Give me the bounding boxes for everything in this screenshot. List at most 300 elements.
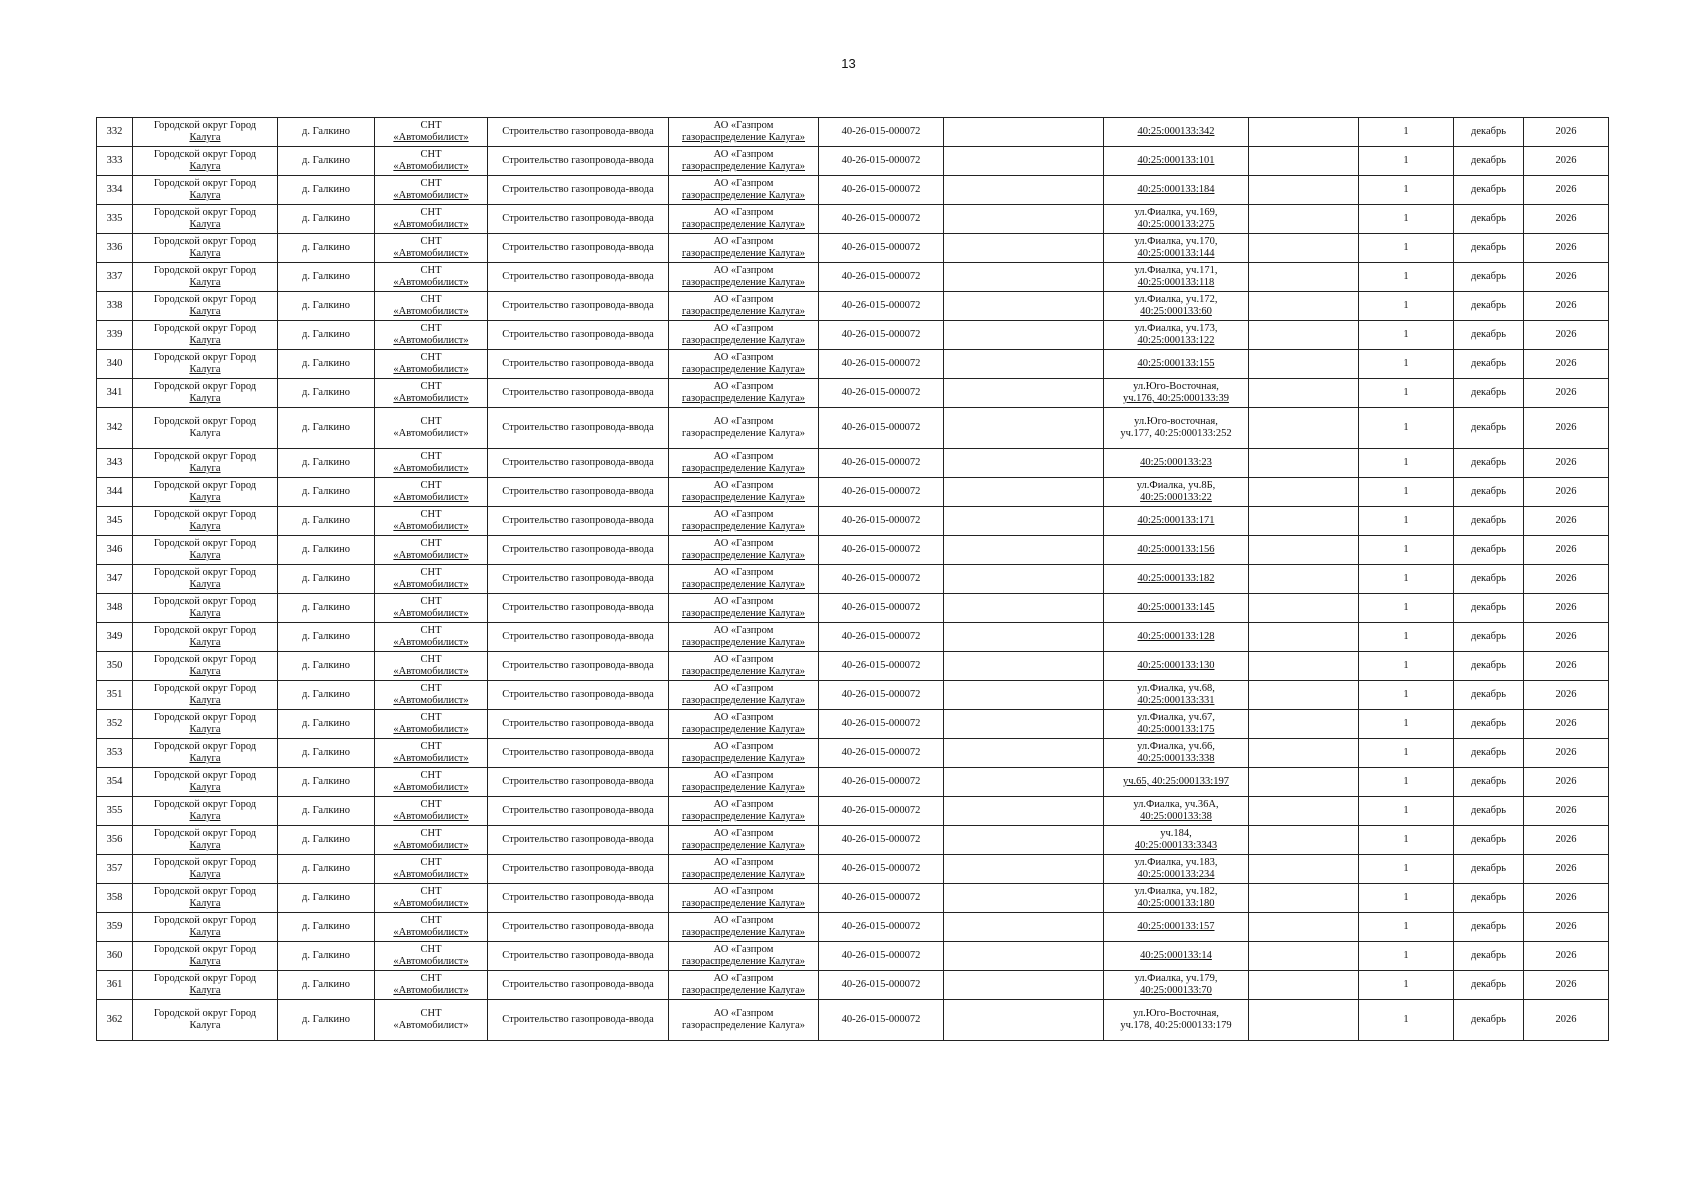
- cell-empty: [1249, 884, 1359, 913]
- cell-municipality: [133, 147, 278, 176]
- cell-snt-line: СНТ: [420, 828, 442, 839]
- cell-year: 2026: [1524, 263, 1609, 292]
- cell-address: [1104, 971, 1249, 1000]
- cell-address-line: 40:25:000133:155: [1137, 358, 1215, 369]
- cell-address-line: 40:25:000133:182: [1137, 573, 1215, 584]
- cell-work-type: Строительство газопровода-ввода: [488, 507, 669, 536]
- cell-address-line: 40:25:000133:144: [1137, 248, 1215, 259]
- cell-organization-line: газораспределение Калуга»: [681, 956, 806, 967]
- cell-object-code: 40-26-015-000072: [819, 681, 944, 710]
- cell-snt-line: «Автомобилист»: [393, 277, 469, 288]
- cell-snt: [375, 623, 488, 652]
- cell-quantity: 1: [1359, 913, 1454, 942]
- cell-empty: [944, 536, 1104, 565]
- cell-municipality-line: Городской округ Город: [153, 625, 257, 636]
- cell-month: декабрь: [1454, 147, 1524, 176]
- cell-empty: [944, 321, 1104, 350]
- cell-object-code: 40-26-015-000072: [819, 263, 944, 292]
- cell-object-code: 40-26-015-000072: [819, 205, 944, 234]
- cell-organization-line: газораспределение Калуга»: [681, 393, 806, 404]
- cell-quantity: 1: [1359, 408, 1454, 449]
- cell-municipality-line: Калуга: [189, 608, 221, 619]
- cell-object-code: 40-26-015-000072: [819, 449, 944, 478]
- cell-municipality-line: Городской округ Город: [153, 944, 257, 955]
- cell-row-number: 360: [97, 942, 133, 971]
- cell-organization: [669, 710, 819, 739]
- cell-empty: [1249, 176, 1359, 205]
- table-row: [97, 681, 1609, 710]
- cell-snt-line: «Автомобилист»: [393, 985, 469, 996]
- cell-address-line: ул.Юго-Восточная,: [1133, 1008, 1219, 1019]
- cell-object-code: 40-26-015-000072: [819, 118, 944, 147]
- cell-municipality-line: Городской округ Город: [153, 352, 257, 363]
- cell-year: 2026: [1524, 768, 1609, 797]
- cell-address: [1104, 826, 1249, 855]
- cell-snt: [375, 449, 488, 478]
- cell-empty: [944, 913, 1104, 942]
- cell-organization-line: АО «Газпром: [713, 294, 774, 305]
- registry-body: [97, 118, 1609, 1041]
- cell-locality: д. Галкино: [278, 350, 375, 379]
- cell-snt-line: СНТ: [420, 857, 442, 868]
- cell-organization-line: АО «Газпром: [713, 381, 774, 392]
- cell-locality: д. Галкино: [278, 855, 375, 884]
- cell-quantity: 1: [1359, 681, 1454, 710]
- cell-address-line: 40:25:000133:38: [1140, 811, 1212, 822]
- cell-object-code: 40-26-015-000072: [819, 1000, 944, 1041]
- cell-work-type: Строительство газопровода-ввода: [488, 321, 669, 350]
- cell-municipality: [133, 884, 278, 913]
- cell-year: 2026: [1524, 797, 1609, 826]
- cell-address: [1104, 507, 1249, 536]
- cell-year: 2026: [1524, 826, 1609, 855]
- cell-address-line: ул.Фиалка, уч.8Б,: [1136, 480, 1216, 491]
- cell-snt-line: «Автомобилист»: [393, 306, 469, 317]
- cell-address: [1104, 855, 1249, 884]
- cell-object-code: 40-26-015-000072: [819, 594, 944, 623]
- cell-snt: [375, 681, 488, 710]
- cell-municipality-line: Городской округ Город: [153, 915, 257, 926]
- cell-snt: [375, 234, 488, 263]
- cell-municipality-line: Городской округ Город: [153, 451, 257, 462]
- cell-snt-line: «Автомобилист»: [393, 393, 469, 404]
- cell-municipality-line: Калуга: [189, 1020, 221, 1031]
- cell-work-type: Строительство газопровода-ввода: [488, 478, 669, 507]
- cell-municipality-line: Калуга: [189, 753, 221, 764]
- cell-organization-line: газораспределение Калуга»: [681, 579, 806, 590]
- cell-row-number: 353: [97, 739, 133, 768]
- cell-snt-line: СНТ: [420, 480, 442, 491]
- cell-row-number: 350: [97, 652, 133, 681]
- cell-municipality-line: Калуга: [189, 306, 221, 317]
- cell-address: [1104, 652, 1249, 681]
- cell-organization-line: АО «Газпром: [713, 973, 774, 984]
- cell-work-type: Строительство газопровода-ввода: [488, 652, 669, 681]
- cell-year: 2026: [1524, 942, 1609, 971]
- cell-municipality-line: Городской округ Город: [153, 567, 257, 578]
- cell-municipality: [133, 176, 278, 205]
- cell-quantity: 1: [1359, 884, 1454, 913]
- cell-organization: [669, 565, 819, 594]
- cell-organization-line: АО «Газпром: [713, 625, 774, 636]
- cell-address: [1104, 623, 1249, 652]
- cell-municipality-line: Калуга: [189, 364, 221, 375]
- cell-organization: [669, 536, 819, 565]
- cell-municipality: [133, 855, 278, 884]
- cell-organization-line: газораспределение Калуга»: [681, 306, 806, 317]
- cell-locality: д. Галкино: [278, 942, 375, 971]
- cell-month: декабрь: [1454, 536, 1524, 565]
- cell-empty: [944, 884, 1104, 913]
- cell-snt-line: СНТ: [420, 799, 442, 810]
- cell-municipality-line: Городской округ Город: [153, 741, 257, 752]
- cell-organization: [669, 176, 819, 205]
- cell-organization-line: газораспределение Калуга»: [681, 695, 806, 706]
- cell-locality: д. Галкино: [278, 594, 375, 623]
- cell-row-number: 347: [97, 565, 133, 594]
- cell-empty: [944, 594, 1104, 623]
- cell-locality: д. Галкино: [278, 971, 375, 1000]
- cell-snt: [375, 292, 488, 321]
- cell-empty: [944, 147, 1104, 176]
- cell-address: [1104, 1000, 1249, 1041]
- cell-year: 2026: [1524, 565, 1609, 594]
- cell-organization: [669, 768, 819, 797]
- cell-municipality-line: Городской округ Город: [153, 654, 257, 665]
- table-row: [97, 350, 1609, 379]
- cell-snt-line: СНТ: [420, 886, 442, 897]
- cell-month: декабрь: [1454, 205, 1524, 234]
- cell-empty: [1249, 739, 1359, 768]
- cell-snt-line: «Автомобилист»: [393, 161, 469, 172]
- cell-address: [1104, 710, 1249, 739]
- cell-municipality-line: Калуга: [189, 927, 221, 938]
- cell-address: [1104, 739, 1249, 768]
- cell-organization-line: газораспределение Калуга»: [681, 521, 806, 532]
- table-row: [97, 147, 1609, 176]
- cell-year: 2026: [1524, 855, 1609, 884]
- cell-organization-line: АО «Газпром: [713, 480, 774, 491]
- cell-locality: д. Галкино: [278, 623, 375, 652]
- cell-organization-line: газораспределение Калуга»: [681, 927, 806, 938]
- cell-address-line: 40:25:000133:342: [1137, 126, 1215, 137]
- cell-municipality: [133, 826, 278, 855]
- cell-snt: [375, 884, 488, 913]
- cell-empty: [1249, 594, 1359, 623]
- cell-municipality-line: Калуга: [189, 724, 221, 735]
- cell-quantity: 1: [1359, 826, 1454, 855]
- cell-municipality: [133, 913, 278, 942]
- cell-municipality-line: Калуга: [189, 550, 221, 561]
- cell-snt-line: «Автомобилист»: [393, 190, 469, 201]
- cell-snt-line: «Автомобилист»: [393, 463, 469, 474]
- cell-locality: д. Галкино: [278, 205, 375, 234]
- cell-snt-line: «Автомобилист»: [393, 521, 469, 532]
- cell-locality: д. Галкино: [278, 263, 375, 292]
- cell-locality: д. Галкино: [278, 118, 375, 147]
- cell-municipality-line: Калуга: [189, 219, 221, 230]
- cell-organization-line: АО «Газпром: [713, 799, 774, 810]
- table-row: [97, 797, 1609, 826]
- cell-snt-line: «Автомобилист»: [393, 248, 469, 259]
- cell-snt-line: СНТ: [420, 596, 442, 607]
- cell-address-line: 40:25:000133:145: [1137, 602, 1215, 613]
- cell-object-code: 40-26-015-000072: [819, 884, 944, 913]
- cell-month: декабрь: [1454, 768, 1524, 797]
- cell-year: 2026: [1524, 913, 1609, 942]
- cell-address-line: 40:25:000133:175: [1137, 724, 1215, 735]
- cell-year: 2026: [1524, 884, 1609, 913]
- table-row: [97, 507, 1609, 536]
- cell-snt-line: «Автомобилист»: [393, 927, 469, 938]
- cell-empty: [1249, 710, 1359, 739]
- cell-address: [1104, 594, 1249, 623]
- cell-quantity: 1: [1359, 565, 1454, 594]
- cell-municipality-line: Калуга: [189, 782, 221, 793]
- cell-snt-line: СНТ: [420, 120, 442, 131]
- cell-year: 2026: [1524, 710, 1609, 739]
- cell-month: декабрь: [1454, 623, 1524, 652]
- cell-organization-line: газораспределение Калуга»: [681, 492, 806, 503]
- cell-quantity: 1: [1359, 263, 1454, 292]
- cell-address-line: 40:25:000133:184: [1137, 184, 1215, 195]
- cell-address: [1104, 292, 1249, 321]
- cell-snt-line: СНТ: [420, 683, 442, 694]
- cell-organization-line: АО «Газпром: [713, 683, 774, 694]
- cell-address: [1104, 263, 1249, 292]
- table-row: [97, 942, 1609, 971]
- table-row: [97, 971, 1609, 1000]
- cell-year: 2026: [1524, 234, 1609, 263]
- table-row: [97, 205, 1609, 234]
- cell-work-type: Строительство газопровода-ввода: [488, 826, 669, 855]
- cell-address: [1104, 321, 1249, 350]
- cell-municipality-line: Городской округ Город: [153, 381, 257, 392]
- cell-snt-line: СНТ: [420, 381, 442, 392]
- cell-snt-line: СНТ: [420, 352, 442, 363]
- cell-organization-line: газораспределение Калуга»: [681, 666, 806, 677]
- cell-locality: д. Галкино: [278, 768, 375, 797]
- cell-row-number: 341: [97, 379, 133, 408]
- cell-object-code: 40-26-015-000072: [819, 797, 944, 826]
- table-row: [97, 321, 1609, 350]
- cell-row-number: 358: [97, 884, 133, 913]
- cell-snt-line: «Автомобилист»: [393, 724, 469, 735]
- table-row: [97, 652, 1609, 681]
- table-row: [97, 826, 1609, 855]
- cell-snt-line: «Автомобилист»: [393, 428, 469, 439]
- cell-empty: [944, 176, 1104, 205]
- cell-quantity: 1: [1359, 855, 1454, 884]
- cell-empty: [944, 507, 1104, 536]
- cell-municipality-line: Калуга: [189, 248, 221, 259]
- cell-empty: [944, 652, 1104, 681]
- cell-organization: [669, 321, 819, 350]
- cell-quantity: 1: [1359, 176, 1454, 205]
- cell-row-number: 362: [97, 1000, 133, 1041]
- cell-work-type: Строительство газопровода-ввода: [488, 565, 669, 594]
- cell-empty: [944, 478, 1104, 507]
- cell-municipality-line: Городской округ Город: [153, 509, 257, 520]
- cell-organization-line: газораспределение Калуга»: [681, 898, 806, 909]
- table-row: [97, 478, 1609, 507]
- cell-municipality-line: Калуга: [189, 161, 221, 172]
- cell-snt: [375, 652, 488, 681]
- cell-empty: [944, 292, 1104, 321]
- cell-organization-line: АО «Газпром: [713, 149, 774, 160]
- cell-work-type: Строительство газопровода-ввода: [488, 263, 669, 292]
- cell-address-line: 40:25:000133:3343: [1134, 840, 1218, 851]
- cell-object-code: 40-26-015-000072: [819, 913, 944, 942]
- cell-snt-line: СНТ: [420, 915, 442, 926]
- cell-empty: [944, 350, 1104, 379]
- cell-row-number: 338: [97, 292, 133, 321]
- cell-month: декабрь: [1454, 855, 1524, 884]
- cell-empty: [1249, 536, 1359, 565]
- cell-municipality-line: Калуга: [189, 277, 221, 288]
- cell-quantity: 1: [1359, 797, 1454, 826]
- cell-snt: [375, 855, 488, 884]
- cell-municipality-line: Калуга: [189, 637, 221, 648]
- cell-address: [1104, 176, 1249, 205]
- cell-object-code: 40-26-015-000072: [819, 350, 944, 379]
- cell-empty: [944, 379, 1104, 408]
- cell-municipality: [133, 739, 278, 768]
- cell-address-line: ул.Фиалка, уч.182,: [1134, 886, 1218, 897]
- cell-work-type: Строительство газопровода-ввода: [488, 118, 669, 147]
- cell-empty: [1249, 205, 1359, 234]
- cell-work-type: Строительство газопровода-ввода: [488, 942, 669, 971]
- cell-municipality-line: Калуга: [189, 492, 221, 503]
- cell-address-line: 40:25:000133:70: [1140, 985, 1212, 996]
- cell-year: 2026: [1524, 205, 1609, 234]
- cell-organization-line: АО «Газпром: [713, 323, 774, 334]
- cell-quantity: 1: [1359, 1000, 1454, 1041]
- cell-quantity: 1: [1359, 292, 1454, 321]
- cell-snt-line: «Автомобилист»: [393, 608, 469, 619]
- cell-locality: д. Галкино: [278, 321, 375, 350]
- cell-empty: [1249, 350, 1359, 379]
- cell-row-number: 349: [97, 623, 133, 652]
- cell-month: декабрь: [1454, 652, 1524, 681]
- cell-snt: [375, 710, 488, 739]
- cell-snt: [375, 797, 488, 826]
- cell-address-line: ул.Юго-Восточная,: [1133, 381, 1219, 392]
- cell-work-type: Строительство газопровода-ввода: [488, 913, 669, 942]
- cell-organization-line: газораспределение Калуга»: [681, 277, 806, 288]
- cell-month: декабрь: [1454, 681, 1524, 710]
- cell-locality: д. Галкино: [278, 507, 375, 536]
- cell-address-line: уч.178, 40:25:000133:179: [1120, 1020, 1232, 1031]
- cell-year: 2026: [1524, 118, 1609, 147]
- cell-organization: [669, 263, 819, 292]
- table-row: [97, 408, 1609, 449]
- cell-empty: [944, 263, 1104, 292]
- cell-address-line: 40:25:000133:130: [1137, 660, 1215, 671]
- cell-organization: [669, 826, 819, 855]
- cell-organization-line: газораспределение Калуга»: [681, 753, 806, 764]
- cell-year: 2026: [1524, 507, 1609, 536]
- cell-empty: [1249, 942, 1359, 971]
- cell-month: декабрь: [1454, 449, 1524, 478]
- cell-municipality: [133, 652, 278, 681]
- cell-address-line: ул.Юго-восточная,: [1134, 416, 1218, 427]
- cell-address-line: 40:25:000133:128: [1137, 631, 1215, 642]
- cell-municipality: [133, 536, 278, 565]
- cell-quantity: 1: [1359, 652, 1454, 681]
- cell-empty: [1249, 623, 1359, 652]
- cell-month: декабрь: [1454, 379, 1524, 408]
- cell-year: 2026: [1524, 321, 1609, 350]
- cell-empty: [1249, 118, 1359, 147]
- cell-organization: [669, 478, 819, 507]
- cell-address: [1104, 408, 1249, 449]
- cell-snt-line: СНТ: [420, 265, 442, 276]
- cell-empty: [944, 739, 1104, 768]
- cell-work-type: Строительство газопровода-ввода: [488, 884, 669, 913]
- cell-snt-line: «Автомобилист»: [393, 579, 469, 590]
- cell-organization-line: газораспределение Калуга»: [681, 608, 806, 619]
- cell-object-code: 40-26-015-000072: [819, 507, 944, 536]
- cell-work-type: Строительство газопровода-ввода: [488, 594, 669, 623]
- cell-empty: [1249, 263, 1359, 292]
- cell-year: 2026: [1524, 292, 1609, 321]
- cell-organization-line: АО «Газпром: [713, 236, 774, 247]
- cell-month: декабрь: [1454, 971, 1524, 1000]
- cell-organization-line: газораспределение Калуга»: [681, 190, 806, 201]
- table-row: [97, 176, 1609, 205]
- cell-municipality: [133, 379, 278, 408]
- table-row: [97, 536, 1609, 565]
- cell-organization: [669, 234, 819, 263]
- cell-organization-line: газораспределение Калуга»: [681, 132, 806, 143]
- cell-snt: [375, 408, 488, 449]
- cell-address-line: уч.65, 40:25:000133:197: [1123, 776, 1229, 787]
- cell-row-number: 340: [97, 350, 133, 379]
- cell-year: 2026: [1524, 449, 1609, 478]
- cell-year: 2026: [1524, 1000, 1609, 1041]
- cell-organization-line: АО «Газпром: [713, 207, 774, 218]
- cell-object-code: 40-26-015-000072: [819, 234, 944, 263]
- cell-municipality-line: Городской округ Город: [153, 480, 257, 491]
- cell-row-number: 352: [97, 710, 133, 739]
- cell-municipality-line: Городской округ Город: [153, 712, 257, 723]
- cell-municipality-line: Калуга: [189, 190, 221, 201]
- cell-object-code: 40-26-015-000072: [819, 855, 944, 884]
- cell-quantity: 1: [1359, 234, 1454, 263]
- table-row: [97, 594, 1609, 623]
- cell-year: 2026: [1524, 652, 1609, 681]
- table-row: [97, 710, 1609, 739]
- cell-row-number: 333: [97, 147, 133, 176]
- cell-snt-line: «Автомобилист»: [393, 550, 469, 561]
- cell-object-code: 40-26-015-000072: [819, 147, 944, 176]
- cell-locality: д. Галкино: [278, 681, 375, 710]
- cell-snt: [375, 176, 488, 205]
- cell-locality: д. Галкино: [278, 652, 375, 681]
- cell-organization: [669, 797, 819, 826]
- cell-organization: [669, 594, 819, 623]
- cell-empty: [944, 768, 1104, 797]
- cell-snt-line: СНТ: [420, 770, 442, 781]
- cell-month: декабрь: [1454, 594, 1524, 623]
- cell-object-code: 40-26-015-000072: [819, 739, 944, 768]
- cell-municipality: [133, 565, 278, 594]
- cell-municipality: [133, 449, 278, 478]
- cell-snt-line: СНТ: [420, 323, 442, 334]
- cell-address-line: уч.184,: [1160, 828, 1192, 839]
- cell-snt: [375, 913, 488, 942]
